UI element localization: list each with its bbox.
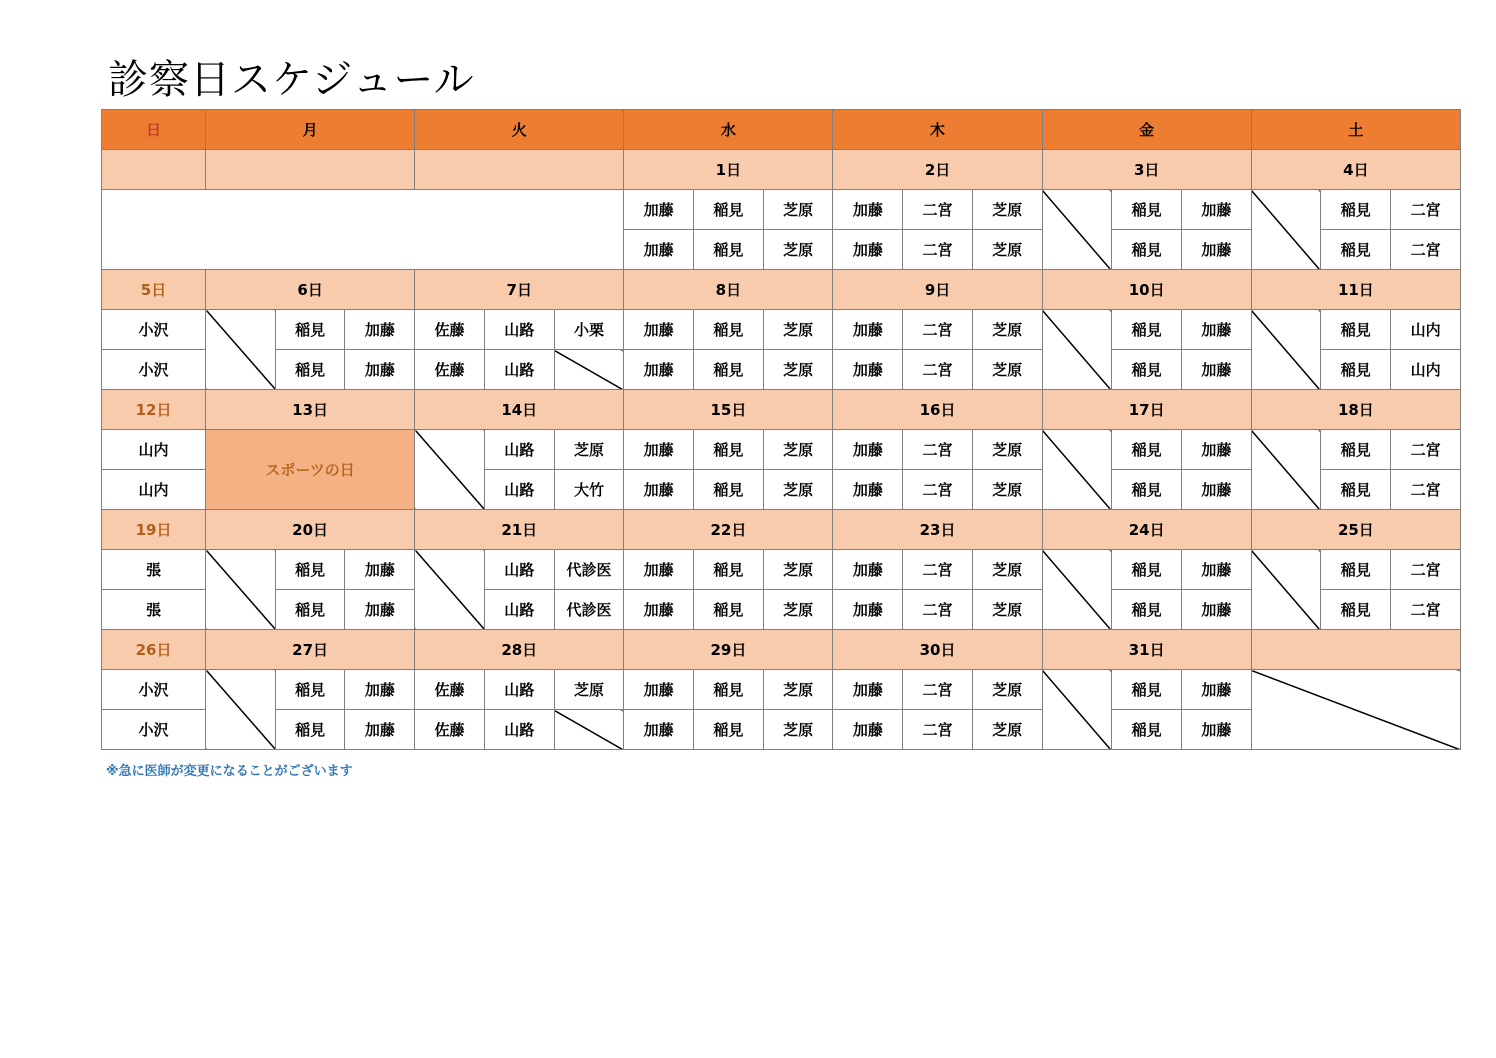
- doctor-cell: 芝原: [972, 470, 1042, 510]
- doctor-cell: 稲見: [694, 230, 764, 270]
- doctor-cell: 二宮: [1391, 430, 1461, 470]
- closed-slash: [1042, 670, 1112, 750]
- doctor-cell: 芝原: [972, 430, 1042, 470]
- doctor-cell: 加藤: [1182, 470, 1252, 510]
- doctor-cell: 二宮: [1391, 230, 1461, 270]
- doctor-cell: 稲見: [1112, 350, 1182, 390]
- doctor-cell: 加藤: [345, 670, 415, 710]
- date-cell: 27日: [206, 630, 415, 670]
- closed-slash: [1042, 310, 1112, 390]
- closed-slash: [554, 350, 624, 390]
- doctor-cell: 稲見: [694, 470, 764, 510]
- doctor-cell: 稲見: [1112, 230, 1182, 270]
- doctor-cell: 加藤: [345, 550, 415, 590]
- doctor-cell: 稲見: [275, 590, 345, 630]
- date-cell: [102, 150, 206, 190]
- doctor-cell: 稲見: [1112, 590, 1182, 630]
- doctor-cell: 芝原: [972, 350, 1042, 390]
- doctor-cell: 佐藤: [415, 350, 485, 390]
- date-cell: 12日: [102, 390, 206, 430]
- empty-block: [102, 190, 624, 270]
- doctor-cell: 稲見: [1112, 670, 1182, 710]
- weekday-tue: 火: [415, 110, 624, 150]
- doctor-cell: 加藤: [833, 230, 903, 270]
- doctor-cell: 二宮: [903, 350, 973, 390]
- doctor-cell: 稲見: [1321, 550, 1391, 590]
- doctor-cell: 稲見: [1321, 350, 1391, 390]
- doctor-cell: 代診医: [554, 590, 624, 630]
- doctor-cell: 二宮: [903, 230, 973, 270]
- doctor-cell: 大竹: [554, 470, 624, 510]
- date-cell: 15日: [624, 390, 833, 430]
- doctor-cell: 芝原: [554, 670, 624, 710]
- weekday-header-row: [102, 110, 1461, 150]
- doctor-row-am: [102, 550, 1461, 590]
- doctor-cell: 稲見: [275, 310, 345, 350]
- schedule-table: [101, 109, 1461, 750]
- doctor-cell: 小沢: [102, 350, 206, 390]
- doctor-cell: 加藤: [1182, 430, 1252, 470]
- doctor-cell: 稲見: [694, 590, 764, 630]
- doctor-cell: 芝原: [972, 230, 1042, 270]
- date-row: [102, 630, 1461, 670]
- doctor-cell: 小栗: [554, 310, 624, 350]
- doctor-cell: 二宮: [903, 310, 973, 350]
- date-cell: 10日: [1042, 270, 1251, 310]
- doctor-cell: 張: [102, 590, 206, 630]
- doctor-cell: 張: [102, 550, 206, 590]
- doctor-cell: 加藤: [624, 350, 694, 390]
- date-cell: 3日: [1042, 150, 1251, 190]
- date-cell: 16日: [833, 390, 1042, 430]
- date-cell: 26日: [102, 630, 206, 670]
- doctor-cell: 芝原: [972, 590, 1042, 630]
- closed-slash: [1042, 190, 1112, 270]
- doctor-cell: 加藤: [345, 590, 415, 630]
- doctor-cell: 加藤: [345, 350, 415, 390]
- date-cell: 2日: [833, 150, 1042, 190]
- doctor-cell: 芝原: [763, 470, 833, 510]
- doctor-row-am: [102, 670, 1461, 710]
- doctor-cell: 芝原: [972, 550, 1042, 590]
- doctor-cell: 稲見: [694, 710, 764, 750]
- date-cell: 4日: [1251, 150, 1460, 190]
- doctor-cell: 加藤: [624, 710, 694, 750]
- doctor-cell: 芝原: [972, 710, 1042, 750]
- doctor-cell: 稲見: [694, 430, 764, 470]
- doctor-cell: 二宮: [1391, 590, 1461, 630]
- doctor-cell: 加藤: [1182, 550, 1252, 590]
- doctor-cell: 芝原: [763, 350, 833, 390]
- doctor-cell: 稲見: [1321, 190, 1391, 230]
- date-cell: 1日: [624, 150, 833, 190]
- date-cell: 17日: [1042, 390, 1251, 430]
- schedule-table-wrapper: [101, 109, 1461, 750]
- doctor-cell: 山路: [484, 710, 554, 750]
- closed-slash: [1251, 310, 1321, 390]
- closed-slash: [1251, 430, 1321, 510]
- doctor-cell: 加藤: [624, 430, 694, 470]
- closed-slash: [1251, 550, 1321, 630]
- closed-slash: [1042, 550, 1112, 630]
- closed-slash: [1251, 190, 1321, 270]
- doctor-cell: 芝原: [763, 550, 833, 590]
- date-cell: [1251, 630, 1460, 670]
- date-cell: 21日: [415, 510, 624, 550]
- doctor-cell: 芝原: [763, 310, 833, 350]
- doctor-cell: 芝原: [972, 670, 1042, 710]
- date-cell: 29日: [624, 630, 833, 670]
- date-row: [102, 510, 1461, 550]
- closed-slash: [415, 550, 485, 630]
- date-cell: 25日: [1251, 510, 1460, 550]
- date-row: [102, 270, 1461, 310]
- date-cell: 23日: [833, 510, 1042, 550]
- doctor-cell: 小沢: [102, 710, 206, 750]
- date-cell: 30日: [833, 630, 1042, 670]
- doctor-cell: 稲見: [275, 670, 345, 710]
- doctor-cell: 二宮: [903, 430, 973, 470]
- doctor-cell: 加藤: [624, 310, 694, 350]
- date-cell: [206, 150, 415, 190]
- weekday-thu: 木: [833, 110, 1042, 150]
- doctor-cell: 二宮: [903, 710, 973, 750]
- date-cell: 28日: [415, 630, 624, 670]
- doctor-cell: 二宮: [1391, 470, 1461, 510]
- doctor-cell: 加藤: [624, 190, 694, 230]
- weekday-fri: 金: [1042, 110, 1251, 150]
- date-cell: 8日: [624, 270, 833, 310]
- doctor-cell: 稲見: [694, 550, 764, 590]
- doctor-cell: 芝原: [763, 230, 833, 270]
- date-cell: [415, 150, 624, 190]
- weekday-sun: 日: [102, 110, 206, 150]
- doctor-cell: 加藤: [1182, 190, 1252, 230]
- doctor-cell: 稲見: [694, 190, 764, 230]
- doctor-cell: 加藤: [833, 350, 903, 390]
- closed-slash: [206, 310, 276, 390]
- closed-slash: [206, 670, 276, 750]
- weekday-sat: 土: [1251, 110, 1460, 150]
- doctor-cell: 山路: [484, 550, 554, 590]
- date-cell: 9日: [833, 270, 1042, 310]
- doctor-cell: 稲見: [694, 350, 764, 390]
- doctor-cell: 二宮: [903, 550, 973, 590]
- doctor-cell: 二宮: [903, 590, 973, 630]
- doctor-cell: 芝原: [554, 430, 624, 470]
- doctor-cell: 加藤: [833, 470, 903, 510]
- doctor-cell: 加藤: [833, 190, 903, 230]
- doctor-cell: 芝原: [972, 190, 1042, 230]
- doctor-cell: 加藤: [624, 230, 694, 270]
- doctor-cell: 稲見: [694, 670, 764, 710]
- doctor-cell: 山内: [1391, 350, 1461, 390]
- doctor-cell: 加藤: [833, 590, 903, 630]
- date-cell: 18日: [1251, 390, 1460, 430]
- date-cell: 22日: [624, 510, 833, 550]
- doctor-cell: 稲見: [275, 350, 345, 390]
- doctor-row-am: [102, 310, 1461, 350]
- doctor-cell: 芝原: [763, 670, 833, 710]
- doctor-cell: 芝原: [763, 430, 833, 470]
- doctor-cell: 山路: [484, 470, 554, 510]
- weekday-mon: 月: [206, 110, 415, 150]
- closed-slash: [554, 710, 624, 750]
- closed-slash: [415, 430, 485, 510]
- doctor-cell: 小沢: [102, 670, 206, 710]
- doctor-cell: 山内: [102, 470, 206, 510]
- doctor-cell: 加藤: [833, 310, 903, 350]
- doctor-cell: 加藤: [1182, 670, 1252, 710]
- doctor-cell: 稲見: [275, 550, 345, 590]
- doctor-cell: 加藤: [345, 310, 415, 350]
- footnote: ※急に医師が変更になることがございます: [106, 764, 353, 779]
- empty-slash-block: [1251, 670, 1460, 750]
- closed-slash: [1042, 430, 1112, 510]
- date-cell: 11日: [1251, 270, 1460, 310]
- doctor-cell: 稲見: [1112, 190, 1182, 230]
- doctor-cell: 佐藤: [415, 310, 485, 350]
- doctor-cell: 山路: [484, 310, 554, 350]
- doctor-cell: 稲見: [694, 310, 764, 350]
- doctor-cell: 稲見: [1321, 430, 1391, 470]
- date-cell: 6日: [206, 270, 415, 310]
- doctor-cell: 加藤: [624, 590, 694, 630]
- page-title: 診察日スケジュール: [108, 57, 475, 103]
- closed-slash: [206, 550, 276, 630]
- doctor-cell: 稲見: [1321, 310, 1391, 350]
- date-cell: 7日: [415, 270, 624, 310]
- doctor-cell: 稲見: [1112, 310, 1182, 350]
- date-cell: 13日: [206, 390, 415, 430]
- date-cell: 19日: [102, 510, 206, 550]
- doctor-cell: 加藤: [833, 550, 903, 590]
- doctor-cell: 稲見: [1112, 430, 1182, 470]
- doctor-cell: 加藤: [345, 710, 415, 750]
- doctor-cell: 稲見: [1321, 590, 1391, 630]
- date-cell: 20日: [206, 510, 415, 550]
- date-row: [102, 390, 1461, 430]
- doctor-cell: 稲見: [275, 710, 345, 750]
- doctor-cell: 二宮: [903, 470, 973, 510]
- doctor-cell: 加藤: [833, 670, 903, 710]
- doctor-cell: 二宮: [903, 190, 973, 230]
- doctor-cell: 加藤: [1182, 710, 1252, 750]
- doctor-cell: 加藤: [1182, 310, 1252, 350]
- doctor-cell: 加藤: [624, 670, 694, 710]
- doctor-cell: 芝原: [763, 710, 833, 750]
- doctor-cell: 稲見: [1321, 470, 1391, 510]
- doctor-cell: 二宮: [1391, 190, 1461, 230]
- doctor-cell: 山路: [484, 590, 554, 630]
- doctor-cell: 佐藤: [415, 670, 485, 710]
- holiday-cell: スポーツの日: [206, 430, 415, 510]
- doctor-cell: 加藤: [624, 550, 694, 590]
- date-cell: 14日: [415, 390, 624, 430]
- date-row: [102, 150, 1461, 190]
- doctor-cell: 山内: [102, 430, 206, 470]
- doctor-row-am: [102, 190, 1461, 230]
- doctor-cell: 加藤: [833, 710, 903, 750]
- doctor-cell: 二宮: [1391, 550, 1461, 590]
- weekday-wed: 水: [624, 110, 833, 150]
- date-cell: 24日: [1042, 510, 1251, 550]
- date-cell: 31日: [1042, 630, 1251, 670]
- doctor-cell: 芝原: [972, 310, 1042, 350]
- doctor-cell: 稲見: [1112, 470, 1182, 510]
- doctor-cell: 二宮: [903, 670, 973, 710]
- doctor-cell: 加藤: [624, 470, 694, 510]
- doctor-cell: 加藤: [1182, 350, 1252, 390]
- doctor-cell: 佐藤: [415, 710, 485, 750]
- doctor-cell: 芝原: [763, 590, 833, 630]
- doctor-row-am: [102, 430, 1461, 470]
- doctor-cell: 芝原: [763, 190, 833, 230]
- doctor-cell: 稲見: [1112, 550, 1182, 590]
- doctor-cell: 山路: [484, 430, 554, 470]
- doctor-cell: 山路: [484, 670, 554, 710]
- doctor-cell: 山路: [484, 350, 554, 390]
- doctor-cell: 代診医: [554, 550, 624, 590]
- doctor-cell: 加藤: [833, 430, 903, 470]
- doctor-cell: 加藤: [1182, 230, 1252, 270]
- doctor-cell: 稲見: [1112, 710, 1182, 750]
- doctor-cell: 稲見: [1321, 230, 1391, 270]
- date-cell: 5日: [102, 270, 206, 310]
- doctor-cell: 加藤: [1182, 590, 1252, 630]
- doctor-cell: 小沢: [102, 310, 206, 350]
- doctor-cell: 山内: [1391, 310, 1461, 350]
